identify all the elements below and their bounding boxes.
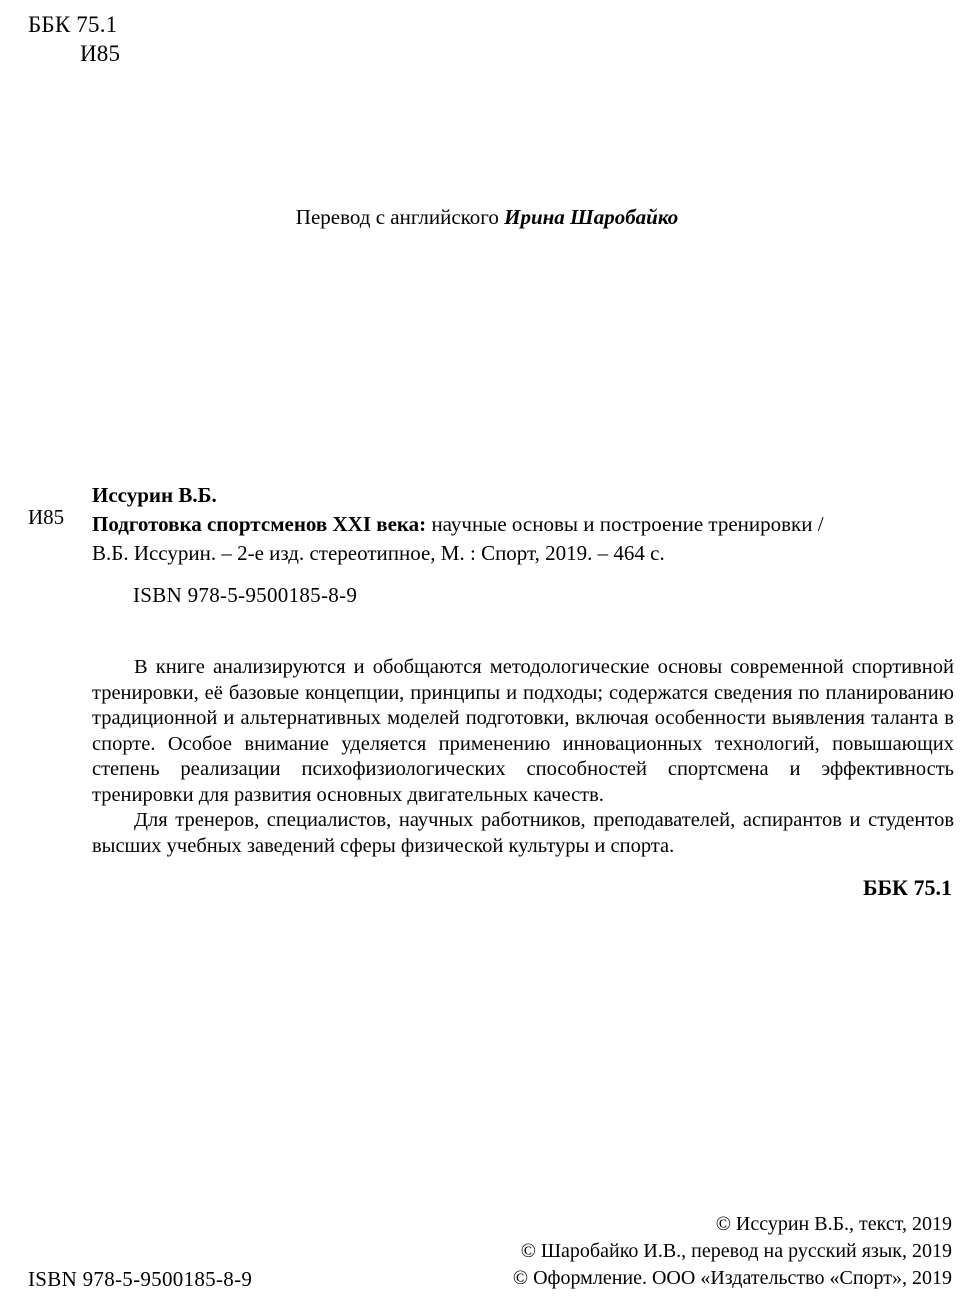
book-abstract — [92, 655, 954, 859]
translator-name: Ирина Шаробайко — [504, 205, 679, 229]
copyright-block — [513, 1211, 952, 1292]
translation-credit — [0, 205, 974, 230]
bibliographic-citation — [92, 481, 952, 568]
abstract-paragraph-2: Для тренеров, специалистов, научных работников, преподавателей, аспирантов и студентов высших учебных заведений сферы физической культуры и спорта. — [92, 809, 954, 857]
bbk-classification-bottom: ББК 75.1 — [862, 875, 952, 900]
abstract-paragraph-1: В книге анализируются и обобщаются методологические основы современной спортивной тренировки, её базовые концепции, принципы и подходы; содержатся сведения по планированию традиционной и альтернативных моделей подготовки, включая особенности выявления таланта в спорте. Особое внимание уделяется применению инновационных технологий, повышающих степень реализации психофизиологических способностей спортсмена и эффективность тренировки для развития основных двигательных качеств. — [92, 656, 954, 806]
isbn-primary: ISBN 978-5-9500185-8-9 — [133, 583, 358, 607]
citation-title: Подготовка спортсменов XXI века: — [92, 512, 427, 536]
catalog-index-marker: И85 — [28, 505, 65, 529]
copyright-line-design: © Оформление. ООО «Издательство «Спорт», 2019 — [512, 1267, 952, 1289]
citation-imprint: В.Б. Иссурин. – 2-е изд. стереотипное, М. : Спорт, 2019. – 464 с. — [92, 541, 665, 565]
isbn-footer: ISBN 978-5-9500185-8-9 — [28, 1267, 253, 1291]
translation-credit-prefix: Перевод с английского — [295, 205, 505, 229]
citation-author: Иссурин В.Б. — [92, 483, 217, 507]
citation-title-line — [92, 510, 952, 539]
copyright-line-translation: © Шаробайко И.В., перевод на русский язык, 2019 — [520, 1240, 952, 1262]
bbk-code: ББК 75.1 — [28, 12, 118, 37]
bbk-classification-top — [28, 10, 120, 68]
bbk-author-index: И85 — [80, 41, 121, 66]
citation-subtitle: научные основы и построение тренировки / — [426, 512, 824, 536]
copyright-line-text: © Иссурин В.Б., текст, 2019 — [715, 1213, 952, 1235]
